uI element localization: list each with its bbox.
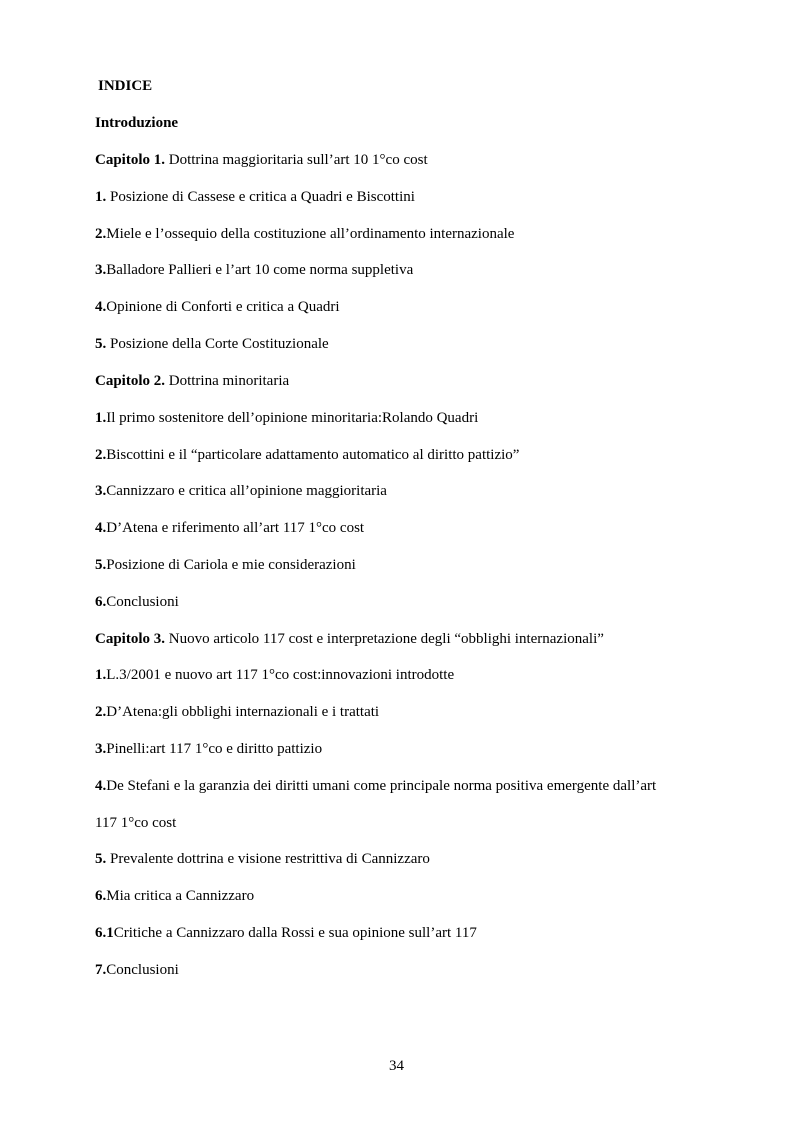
- toc-entry-3-6-1: [95, 924, 477, 942]
- toc-entry-label: 2.: [95, 704, 107, 720]
- toc-entry-text: Conclusioni: [106, 594, 179, 610]
- toc-entry-label: 5.: [95, 557, 107, 573]
- toc-entry-3-4-continued: [95, 814, 176, 832]
- toc-entry-label: 3.: [95, 741, 107, 757]
- toc-entry-text: L.3/2001 e nuovo art 117 1°co cost:innovazioni introdotte: [106, 667, 455, 683]
- toc-entry-3-3: [95, 740, 322, 758]
- toc-entry-text: 117 1°co cost: [95, 815, 177, 831]
- toc-entry-3-5: [95, 850, 430, 868]
- toc-entry-1-5: [95, 335, 329, 353]
- toc-entry-text: Opinione di Conforti e critica a Quadri: [106, 299, 340, 315]
- toc-entry-1-3: [95, 261, 413, 279]
- toc-entry-3-7: [95, 961, 179, 979]
- toc-entry-text: Conclusioni: [106, 962, 179, 978]
- toc-entry-text: Cannizzaro e critica all’opinione maggioritaria: [106, 483, 387, 499]
- toc-entry-introduzione: [95, 114, 178, 132]
- toc-entry-text: Mia critica a Cannizzaro: [106, 888, 255, 904]
- page-number: 34: [389, 1058, 404, 1074]
- toc-entry-label: 2.: [95, 226, 107, 242]
- toc-entry-3-6: [95, 887, 254, 905]
- toc-entry-2-6: [95, 593, 179, 611]
- toc-entry-label: 4.: [95, 299, 107, 315]
- toc-entry-text: Miele e l’ossequio della costituzione all’ordinamento internazionale: [106, 226, 515, 242]
- toc-entry-text: Posizione di Cassese e critica a Quadri e Biscottini: [106, 189, 415, 205]
- toc-entry-1-2: [95, 225, 514, 243]
- toc-entry-label: 6.1: [95, 925, 114, 941]
- toc-entry-label: 7.: [95, 962, 107, 978]
- toc-entry-label: 4.: [95, 520, 107, 536]
- index-title: INDICE: [98, 78, 153, 94]
- toc-entry-label: 1.: [95, 410, 107, 426]
- toc-entry-2-3: [95, 482, 387, 500]
- toc-entry-label: Capitolo 1.: [95, 152, 166, 168]
- toc-entry-text: D’Atena:gli obblighi internazionali e i trattati: [106, 704, 380, 720]
- toc-entry-label: 5.: [95, 851, 107, 867]
- toc-entry-text: Nuovo articolo 117 cost e interpretazione degli “obblighi internazionali”: [165, 631, 604, 647]
- toc-entry-2-1: [95, 409, 478, 427]
- toc-entry-label: 3.: [95, 262, 107, 278]
- toc-entry-chapter-2: [95, 372, 289, 390]
- toc-entry-label: 5.: [95, 336, 107, 352]
- toc-entry-label: Capitolo 3.: [95, 631, 166, 647]
- toc-entry-label: 6.: [95, 594, 107, 610]
- toc-entry-text: Biscottini e il “particolare adattamento automatico al diritto pattizio”: [106, 447, 520, 463]
- toc-entry-label: 4.: [95, 778, 107, 794]
- toc-entry-3-2: [95, 703, 379, 721]
- toc-entry-3-1: [95, 666, 454, 684]
- toc-entry-text: Il primo sostenitore dell’opinione minoritaria:Rolando Quadri: [106, 410, 479, 426]
- toc-entry-label: 6.: [95, 888, 107, 904]
- toc-entry-text: Posizione di Cariola e mie considerazioni: [106, 557, 356, 573]
- toc-entry-label: Capitolo 2.: [95, 373, 166, 389]
- toc-entry-text: De Stefani e la garanzia dei diritti umani come principale norma positiva emergente dall’art: [106, 778, 657, 794]
- toc-entry-chapter-3: [95, 630, 604, 648]
- toc-entry-2-2: [95, 446, 519, 464]
- toc-entry-chapter-1: [95, 151, 428, 169]
- toc-entry-text: D’Atena e riferimento all’art 117 1°co cost: [106, 520, 365, 536]
- toc-entry-text: Prevalente dottrina e visione restrittiva di Cannizzaro: [106, 851, 430, 867]
- toc-entry-label: Introduzione: [95, 115, 179, 131]
- toc-entry-label: 2.: [95, 447, 107, 463]
- toc-entry-2-4: [95, 519, 364, 537]
- toc-entry-2-5: [95, 556, 356, 574]
- toc-entry-text: Dottrina maggioritaria sull’art 10 1°co cost: [165, 152, 428, 168]
- toc-entry-1-1: [95, 188, 415, 206]
- toc-entry-text: Critiche a Cannizzaro dalla Rossi e sua opinione sull’art 117: [113, 925, 477, 941]
- toc-entry-1-4: [95, 298, 340, 316]
- toc-entry-label: 1.: [95, 189, 107, 205]
- toc-entry-text: Dottrina minoritaria: [165, 373, 290, 389]
- toc-entry-text: Balladore Pallieri e l’art 10 come norma suppletiva: [106, 262, 414, 278]
- toc-entry-label: 3.: [95, 483, 107, 499]
- toc-entry-text: Pinelli:art 117 1°co e diritto pattizio: [106, 741, 323, 757]
- toc-entry-text: Posizione della Corte Costituzionale: [106, 336, 329, 352]
- toc-entry-3-4: [95, 777, 656, 795]
- toc-entry-label: 1.: [95, 667, 107, 683]
